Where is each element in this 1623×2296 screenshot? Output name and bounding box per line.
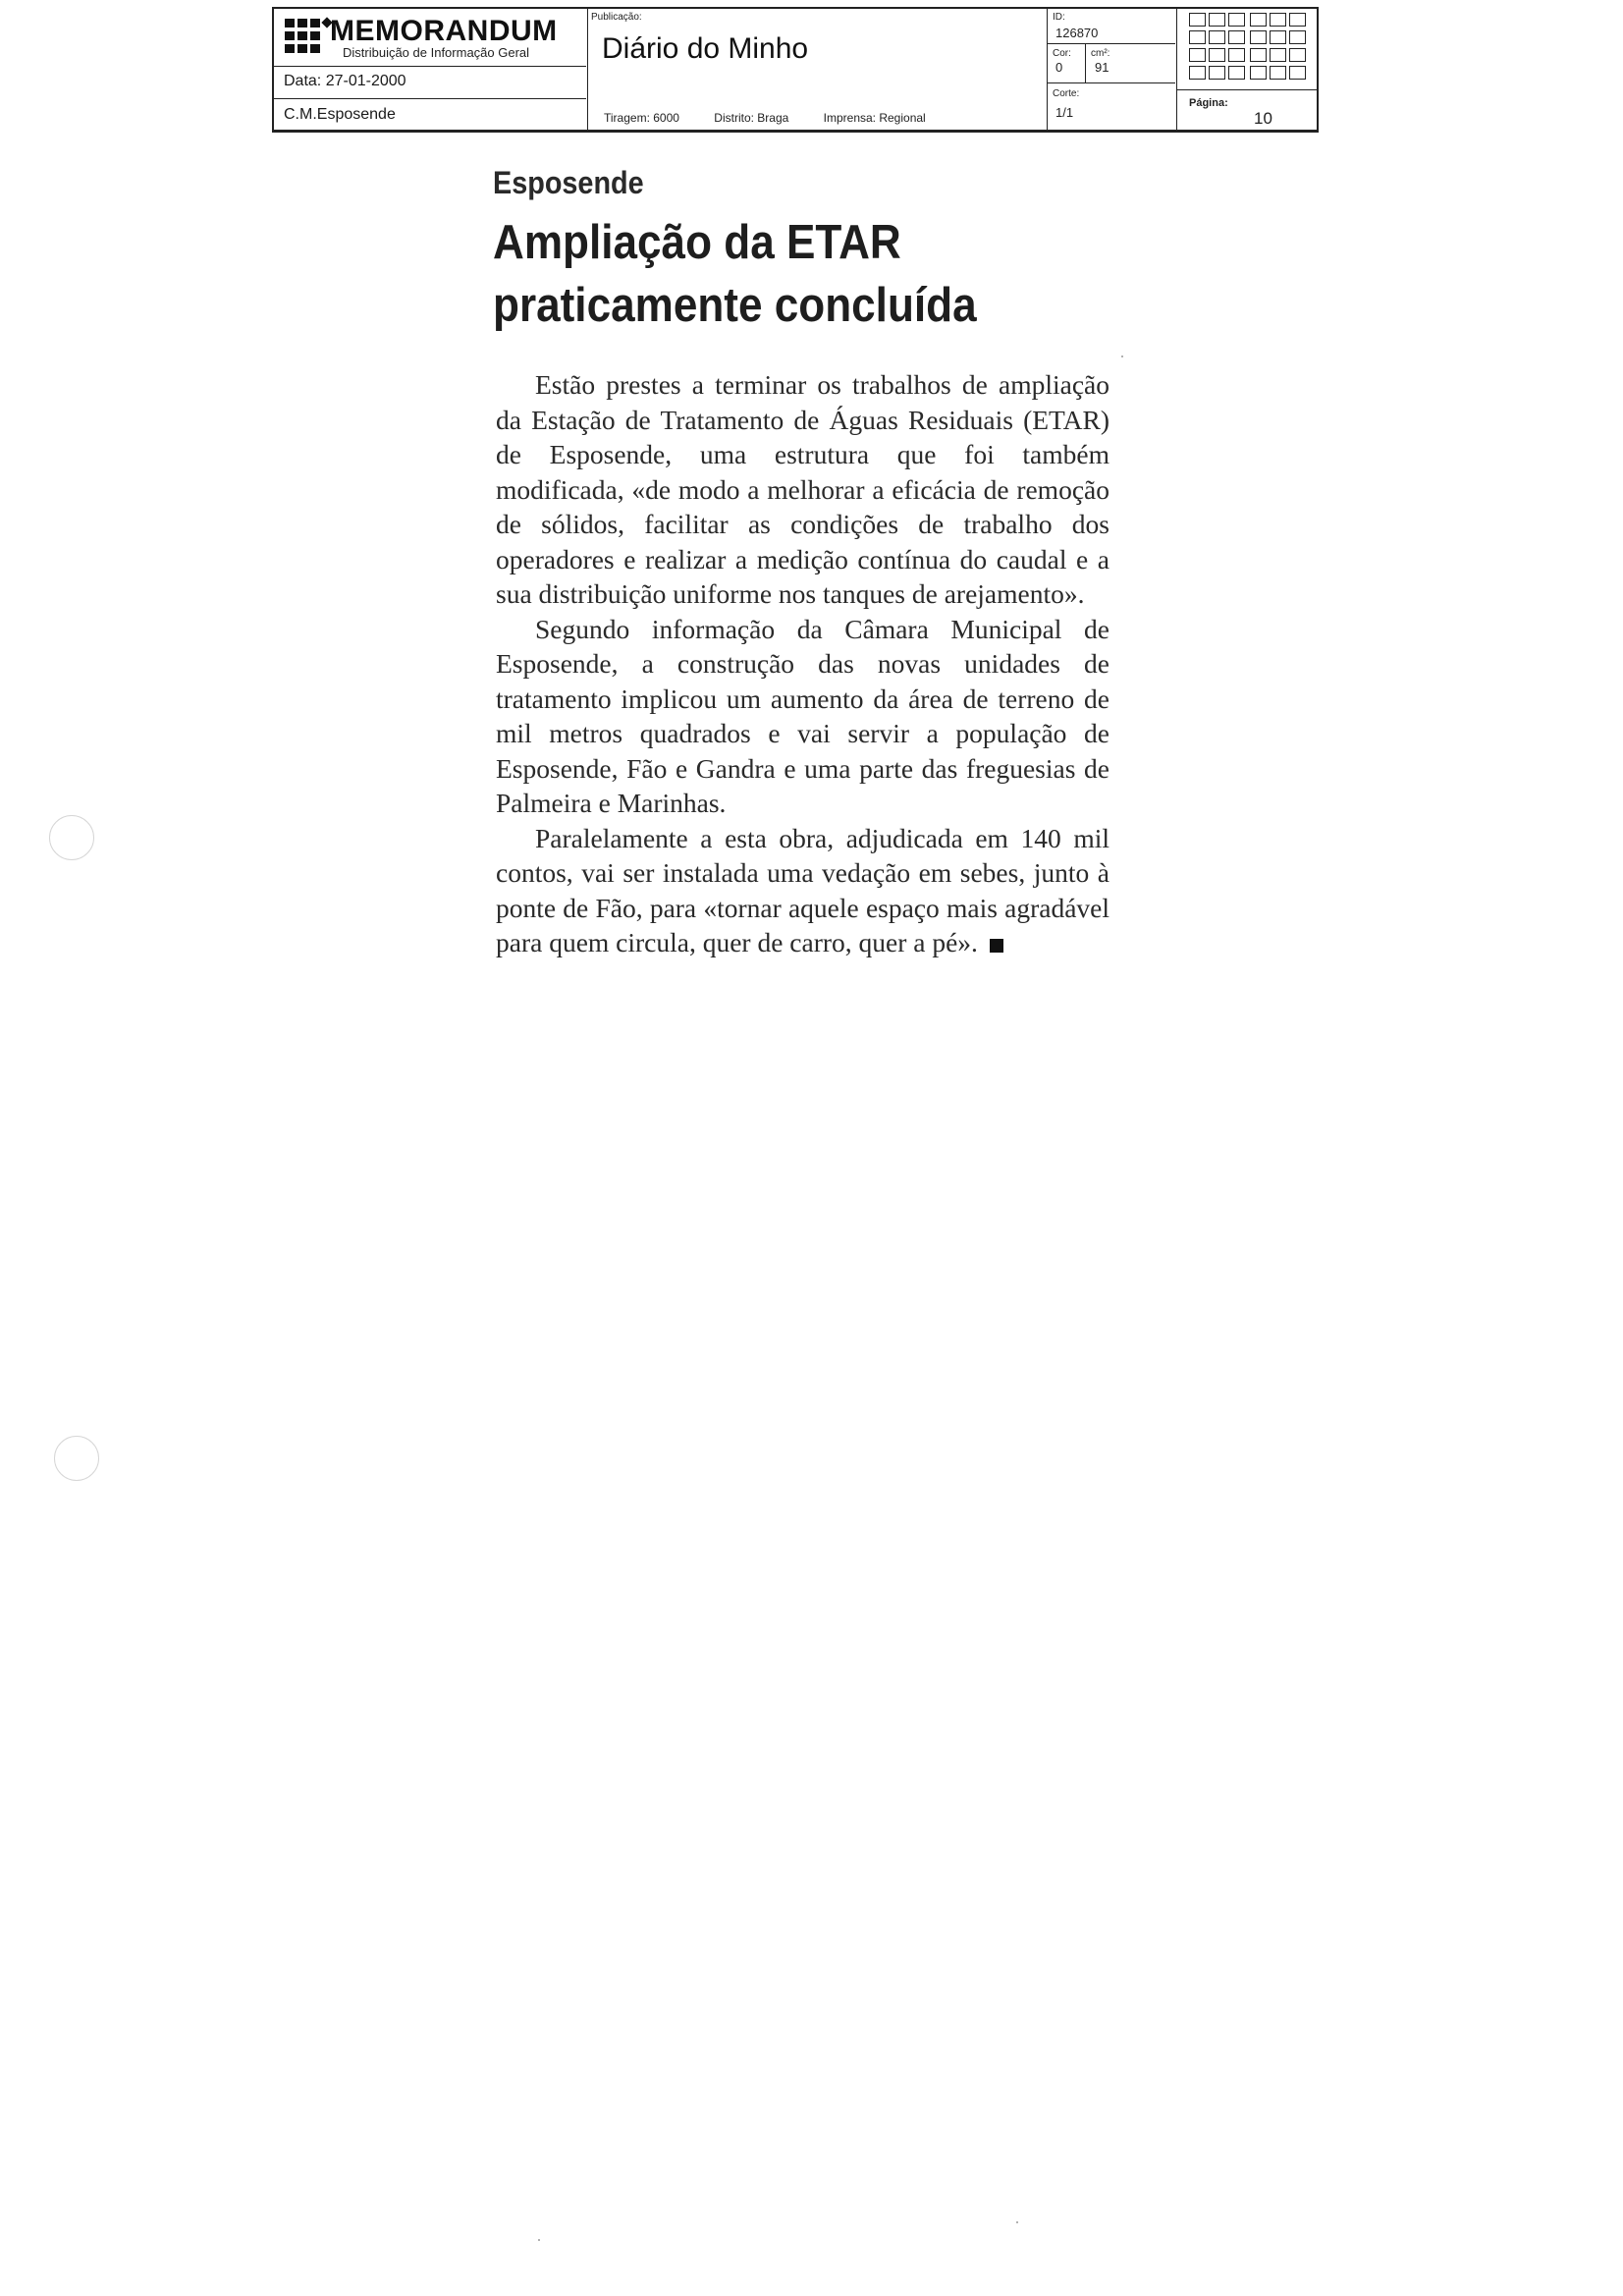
article-body xyxy=(496,367,1109,960)
article-headline xyxy=(493,211,1023,337)
memo-page-column xyxy=(1177,9,1319,130)
punch-hole-mark xyxy=(54,1436,99,1481)
id-value: 126870 xyxy=(1055,26,1099,40)
cm2-value: 91 xyxy=(1095,60,1109,75)
cor-label: Cor: xyxy=(1053,48,1071,59)
memo-publication-column xyxy=(588,9,1048,130)
cm2-label: cm²: xyxy=(1091,48,1110,59)
headline-line-2: praticamente concluída xyxy=(493,279,977,332)
article-paragraph: Segundo informação da Câmara Municipal de Esposende, a construção das novas unidades de tratamento implicou um aumento da área de terreno de mil metros quadrados e vai servir a população de Esposende, Fão e Gandra e uma parte das freguesias de Palmeira e Marinhas. xyxy=(496,613,1109,818)
cor-value: 0 xyxy=(1055,60,1063,75)
memorandum-logo xyxy=(274,9,586,67)
memo-organization: C.M.Esposende xyxy=(284,106,396,123)
memorandum-header xyxy=(272,7,1319,133)
corte-value: 1/1 xyxy=(1055,105,1074,120)
distrito: Distrito: Braga xyxy=(714,111,789,125)
headline-line-1: Ampliação da ETAR xyxy=(493,216,901,269)
scan-speck xyxy=(1121,355,1123,357)
logo-subtitle: Distribuição de Informação Geral xyxy=(343,45,530,60)
end-of-article-square-icon xyxy=(990,939,1003,953)
pagina-value: 10 xyxy=(1254,109,1272,128)
imprensa: Imprensa: Regional xyxy=(823,111,926,125)
publication-name: Diário do Minho xyxy=(602,32,809,65)
article-paragraph-text: Paralelamente a esta obra, adjudicada em 140 mil contos, vai ser instalada uma vedação em sebes, junto à ponte de Fão, para «tornar aquele espaço mais agradável para quem circula, quer de carro, quer a pé». xyxy=(496,822,1109,957)
scan-speck xyxy=(538,2239,540,2241)
article-paragraph: Estão prestes a terminar os trabalhos de ampliação da Estação de Tratamento de Águas Residuais (ETAR) de Esposende, uma estrutura que foi também modificada, «de modo a melhorar a eficácia de remoção de sólidos, facilitar as condições de trabalho dos operadores e realizar a medição contínua do caudal e a sua distribuição uniforme nos tanques de arejamento». xyxy=(496,369,1109,609)
memorandum-logo-icon xyxy=(285,19,324,56)
article-paragraph xyxy=(496,821,1109,960)
section-title: Esposende xyxy=(493,165,644,200)
id-label: ID: xyxy=(1053,12,1065,23)
punch-hole-mark xyxy=(49,815,94,860)
tiragem: Tiragem: 6000 xyxy=(604,111,679,125)
memo-left-column xyxy=(274,9,588,130)
memo-id-column xyxy=(1048,9,1177,130)
grid-icon xyxy=(1189,13,1309,86)
memo-date: Data: 27-01-2000 xyxy=(274,66,586,99)
scan-speck xyxy=(1016,2221,1018,2223)
publication-details xyxy=(604,111,957,125)
pagina-label: Página: xyxy=(1189,97,1228,109)
corte-label: Corte: xyxy=(1053,88,1080,99)
logo-title: MEMORANDUM xyxy=(330,15,558,47)
publicacao-label: Publicação: xyxy=(591,12,642,23)
